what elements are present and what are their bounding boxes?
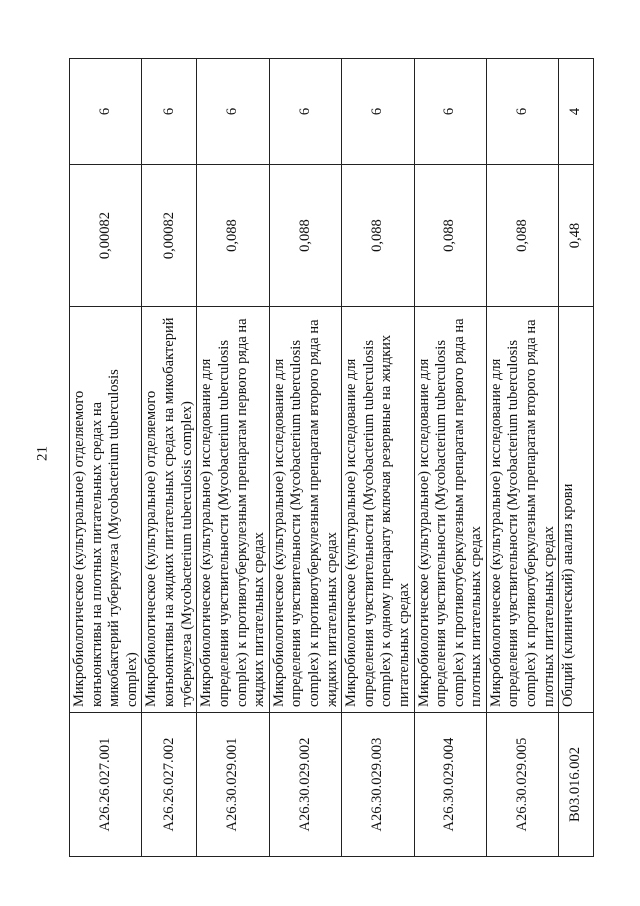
service-description: Микробиологическое (культуральное) исследование для определения чувствительности (Mycobacterium tuberculosis complex) к противотуберкулезным препаратам второго ряда на жидких питательных средах	[269, 307, 341, 713]
table-row	[70, 59, 142, 857]
frequency-value: 0,088	[486, 165, 558, 307]
table-row	[414, 59, 486, 857]
service-code: A26.26.027.001	[70, 713, 142, 857]
frequency-value: 0,00082	[70, 165, 142, 307]
service-description: Микробиологическое (культуральное) исследование для определения чувствительности (Mycobacterium tuberculosis complex) к противотуберкулезным препаратам первого ряда на плотных питательных средах	[414, 307, 486, 713]
multiplicity-value: 6	[142, 59, 197, 165]
table-row	[486, 59, 558, 857]
service-code: A26.26.027.002	[142, 713, 197, 857]
service-description: Микробиологическое (культуральное) исследование для определения чувствительности (Mycobacterium tuberculosis complex) к противотуберкулезным препаратам второго ряда на плотных питательных средах	[486, 307, 558, 713]
multiplicity-value: 6	[269, 59, 341, 165]
service-code: B03.016.002	[559, 713, 594, 857]
frequency-value: 0,088	[342, 165, 414, 307]
services-table	[69, 58, 594, 857]
page-number: 21	[34, 446, 51, 461]
service-code: A26.30.029.005	[486, 713, 558, 857]
service-code: A26.30.029.004	[414, 713, 486, 857]
multiplicity-value: 6	[342, 59, 414, 165]
service-description: Микробиологическое (культуральное) отделяемого конъюнктивы на жидких питательных средах на микобактерий туберкулеза (Mycobacterium tuberculosis complex)	[142, 307, 197, 713]
table-row	[197, 59, 269, 857]
multiplicity-value: 6	[486, 59, 558, 165]
frequency-value: 0,088	[414, 165, 486, 307]
table-row	[269, 59, 341, 857]
frequency-value: 0,48	[559, 165, 594, 307]
multiplicity-value: 6	[414, 59, 486, 165]
service-code: A26.30.029.003	[342, 713, 414, 857]
frequency-value: 0,00082	[142, 165, 197, 307]
table-row	[559, 59, 594, 857]
service-description: Микробиологическое (культуральное) исследование для определения чувствительности (Mycobacterium tuberculosis complex) к одному препарату включая резервные на жидких питательных средах	[342, 307, 414, 713]
service-description: Общий (клинический) анализ крови	[559, 307, 594, 713]
multiplicity-value: 6	[70, 59, 142, 165]
frequency-value: 0,088	[269, 165, 341, 307]
table-row	[142, 59, 197, 857]
table-row	[342, 59, 414, 857]
service-code: A26.30.029.001	[197, 713, 269, 857]
service-description: Микробиологическое (культуральное) отделяемого конъюнктивы на плотных питательных средах на микобактерий туберкулеза (Mycobacterium tuberculosis complex)	[70, 307, 142, 713]
service-description: Микробиологическое (культуральное) исследование для определения чувствительности (Mycobacterium tuberculosis complex) к противотуберкулезным препаратам первого ряда на жидких питательных средах	[197, 307, 269, 713]
multiplicity-value: 4	[559, 59, 594, 165]
multiplicity-value: 6	[197, 59, 269, 165]
frequency-value: 0,088	[197, 165, 269, 307]
rotated-table-container	[69, 59, 584, 857]
service-code: A26.30.029.002	[269, 713, 341, 857]
